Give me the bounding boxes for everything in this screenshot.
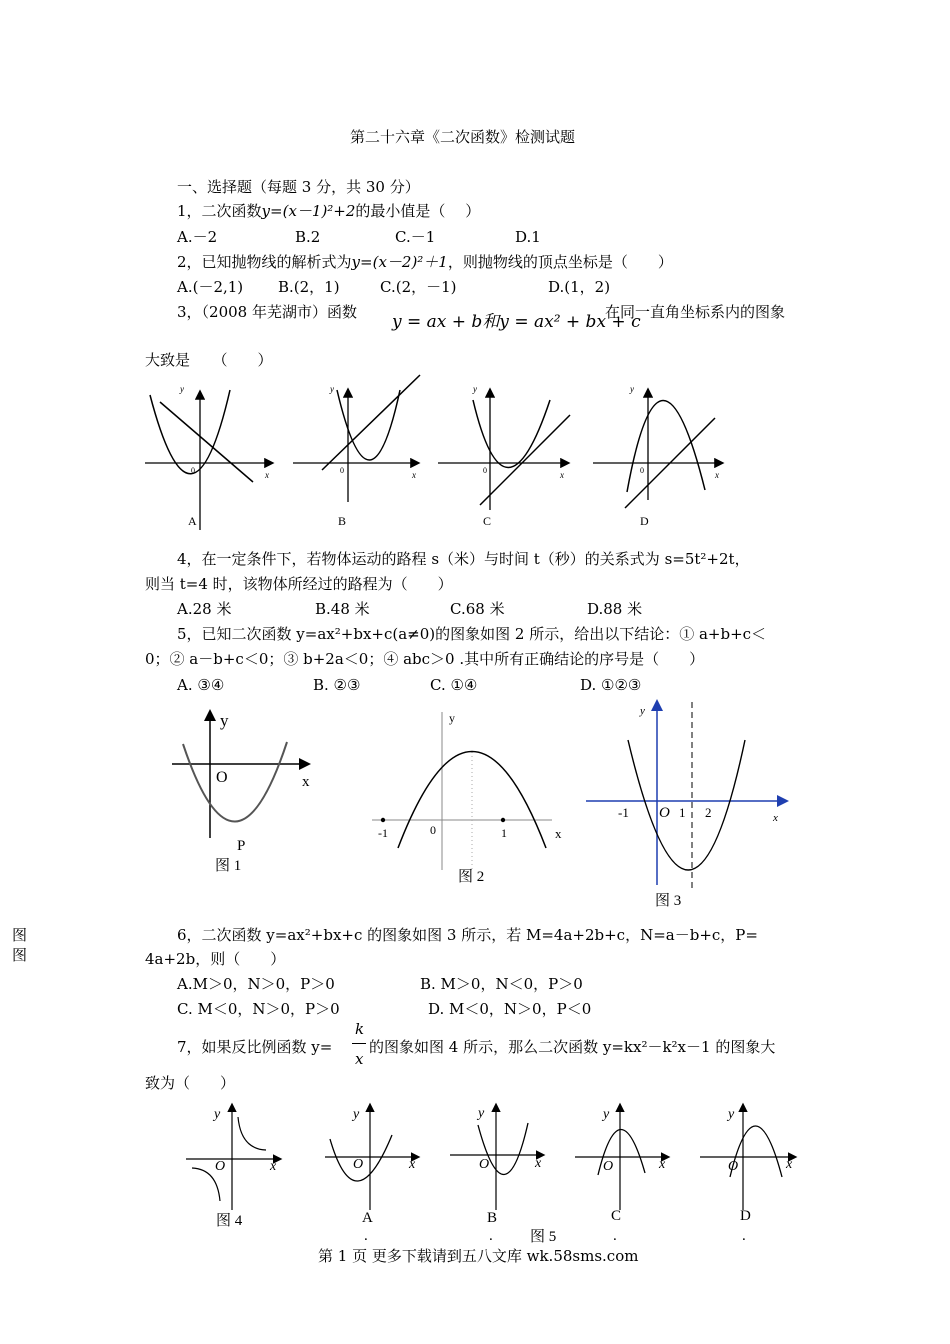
q2-option-a: A.(－2,1) xyxy=(177,278,244,296)
q5-line-2: 0；② a－b+c＜0；③ b+2a＜0；④ abc＞0 .其中所有正确结论的序号是（ ） xyxy=(145,650,705,668)
fig4-x-label: x xyxy=(270,1159,277,1174)
q7-dot-d: . xyxy=(742,1228,746,1244)
q3d-y-label: y xyxy=(630,384,634,394)
q7-frac-bar xyxy=(352,1043,366,1044)
q4-option-a: A.28 米 xyxy=(177,600,232,618)
fig4-y-label: y xyxy=(214,1107,221,1122)
q7a-y-label: y xyxy=(353,1107,360,1122)
q7-label-b: B xyxy=(487,1210,498,1226)
fig1-y-label: y xyxy=(220,711,229,730)
q7-graphs xyxy=(0,1095,950,1255)
q7d-origin: O xyxy=(728,1159,739,1174)
q5-option-b: B. ②③ xyxy=(313,676,361,694)
q3a-y-label: y xyxy=(180,384,184,394)
q1-stem-b: 的最小值是（ ） xyxy=(355,202,481,220)
q3-label-c: C xyxy=(483,514,492,528)
section-heading: 一、选择题（每题 3 分，共 30 分） xyxy=(177,178,420,196)
fig3-x-label: x xyxy=(773,812,778,824)
figure-1 xyxy=(172,711,310,874)
q7-dot-c: . xyxy=(613,1228,617,1244)
q3d-origin: 0 xyxy=(640,466,644,475)
q7a-origin: O xyxy=(353,1157,364,1172)
fig2-one: 1 xyxy=(501,826,507,840)
page-footer: 第 1 页 更多下载请到五八文库 wk.58sms.com xyxy=(318,1247,639,1265)
q7-graph-a xyxy=(325,1105,418,1244)
q1-option-b: B.2 xyxy=(295,228,321,246)
q3-stem-b: 在同一直角坐标系内的图象 xyxy=(605,303,786,321)
q4-line-1: 4，在一定条件下，若物体运动的路程 s（米）与时间 t（秒）的关系式为 s=5t²+2t， xyxy=(177,550,750,568)
q3-graphs xyxy=(0,370,950,570)
fig1-point-p: P xyxy=(237,838,246,854)
q3a-x-label: x xyxy=(265,470,269,480)
q7a-x-label: x xyxy=(409,1157,416,1172)
q3-formula: y = ax + b和y = ax² + bx + c xyxy=(392,312,641,332)
q6-option-a: A.M＞0，N＞0，P＞0 xyxy=(177,975,335,993)
fig1-x-label: x xyxy=(302,774,310,790)
q7-label-a: A xyxy=(362,1210,373,1226)
fig3-y-label: y xyxy=(640,705,645,717)
q3a-origin: 0 xyxy=(191,466,195,475)
q6-option-b: B. M＞0，N＜0，P＞0 xyxy=(420,975,583,993)
figure-3 xyxy=(586,702,786,909)
q3-graph-b xyxy=(293,375,420,528)
figure-2 xyxy=(372,711,562,885)
fig3-one: 1 xyxy=(679,805,686,820)
q5-option-a: A. ③④ xyxy=(177,676,225,694)
fig2-neg1: -1 xyxy=(378,826,388,840)
q3c-y-label: y xyxy=(473,384,477,394)
q7b-origin: O xyxy=(479,1157,490,1172)
fig3-caption: 图 3 xyxy=(655,893,682,909)
q3c-origin: 0 xyxy=(483,466,487,475)
q3d-x-label: x xyxy=(715,470,719,480)
q3-graph-a xyxy=(145,384,272,530)
q2-formula: y=(x－2)²＋1 xyxy=(351,253,448,271)
q3c-x-label: x xyxy=(560,470,564,480)
q7-graph-b xyxy=(450,1105,543,1244)
fig1-origin: O xyxy=(216,769,228,786)
q2-option-d: D.(1，2) xyxy=(548,278,611,296)
q3-label-b: B xyxy=(338,514,347,528)
q4-option-c: C.68 米 xyxy=(450,600,505,618)
q7-dot-b: . xyxy=(489,1228,493,1244)
q1-stem-a: 1，二次函数 xyxy=(177,202,262,220)
q7-frac-den: x xyxy=(355,1050,364,1068)
q7b-y-label: y xyxy=(478,1106,485,1121)
question-1 xyxy=(177,204,480,219)
fig2-y-label: y xyxy=(449,711,455,725)
q7-graph-c xyxy=(575,1105,668,1244)
fig4-origin: O xyxy=(215,1159,226,1174)
margin-note-1: 图 xyxy=(12,926,28,944)
q6-line-2: 4a+2b，则（ ） xyxy=(145,950,286,968)
fig5-caption: 图 5 xyxy=(530,1229,557,1245)
q2-option-c: C.(2，－1) xyxy=(380,278,457,296)
q3b-origin: 0 xyxy=(340,466,344,475)
q3-label-d: D xyxy=(640,514,649,528)
q3-stem-a: 3，（2008 年芜湖市）函数 xyxy=(177,303,357,321)
q7c-y-label: y xyxy=(603,1107,610,1122)
q2-option-b: B.(2，1) xyxy=(278,278,340,296)
q7-stem-b: 的图象如图 4 所示，那么二次函数 y=kx²－k²x－1 的图象大 xyxy=(369,1038,776,1056)
q1-formula: y=(x－1)²+2 xyxy=(261,202,356,220)
margin-note-2: 图 xyxy=(12,946,28,964)
fig4-caption: 图 4 xyxy=(216,1213,243,1229)
q5-option-c: C. ①④ xyxy=(430,676,478,694)
page-title: 第二十六章《二次函数》检测试题 xyxy=(350,128,576,146)
figure-4 xyxy=(186,1105,280,1229)
q7c-origin: O xyxy=(603,1159,614,1174)
figures-1-3 xyxy=(0,700,950,920)
fig3-origin: O xyxy=(659,805,670,821)
q6-option-c: C. M＜0，N＞0，P＞0 xyxy=(177,1000,340,1018)
fig3-neg1: -1 xyxy=(618,805,629,820)
q7d-x-label: x xyxy=(786,1157,793,1172)
q4-line-2: 则当 t=4 时，该物体所经过的路程为（ ） xyxy=(145,575,453,593)
q1-option-c: C.－1 xyxy=(395,228,436,246)
q7b-x-label: x xyxy=(535,1156,542,1171)
q7-dot-a: . xyxy=(364,1228,368,1244)
q6-line-1: 6，二次函数 y=ax²+bx+c 的图象如图 3 所示，若 M=4a+2b+c，N=a－b+c，P= xyxy=(177,926,758,944)
q6-option-d: D. M＜0，N＞0，P＜0 xyxy=(428,1000,592,1018)
q3-stem-c: 大致是 （ ） xyxy=(145,351,273,369)
q1-option-a: A.－2 xyxy=(177,228,218,246)
fig2-zero: 0 xyxy=(430,823,436,837)
q5-option-d: D. ①②③ xyxy=(580,676,642,694)
q3-graph-d xyxy=(593,384,722,528)
q5-line-1: 5，已知二次函数 y=ax²+bx+c(a≠0)的图象如图 2 所示，给出以下结论：① a+b+c＜ xyxy=(177,625,767,643)
q3-graph-c xyxy=(438,384,570,528)
q7-label-d: D xyxy=(740,1208,751,1224)
q7-frac-num: k xyxy=(355,1020,365,1038)
fig1-caption: 图 1 xyxy=(215,858,242,874)
q1-option-d: D.1 xyxy=(515,228,541,246)
question-2 xyxy=(177,255,673,270)
q7-stem-a: 7，如果反比例函数 y= xyxy=(177,1038,333,1056)
q4-option-b: B.48 米 xyxy=(315,600,370,618)
q7-graph-d xyxy=(700,1105,795,1244)
fig2-x-label: x xyxy=(555,826,562,841)
q7-label-c: C xyxy=(611,1208,622,1224)
q7c-x-label: x xyxy=(659,1157,666,1172)
q3-label-a: A xyxy=(188,514,197,528)
q4-option-d: D.88 米 xyxy=(587,600,643,618)
fig3-two: 2 xyxy=(705,805,712,820)
q2-stem-a: 2，已知抛物线的解析式为 xyxy=(177,253,352,271)
q3b-x-label: x xyxy=(412,470,416,480)
q3b-y-label: y xyxy=(330,384,334,394)
q2-stem-b: ，则抛物线的顶点坐标是（ ） xyxy=(447,253,673,271)
q7d-y-label: y xyxy=(728,1107,735,1122)
fig2-caption: 图 2 xyxy=(458,869,485,885)
q7-stem-c: 致为（ ） xyxy=(145,1074,236,1092)
